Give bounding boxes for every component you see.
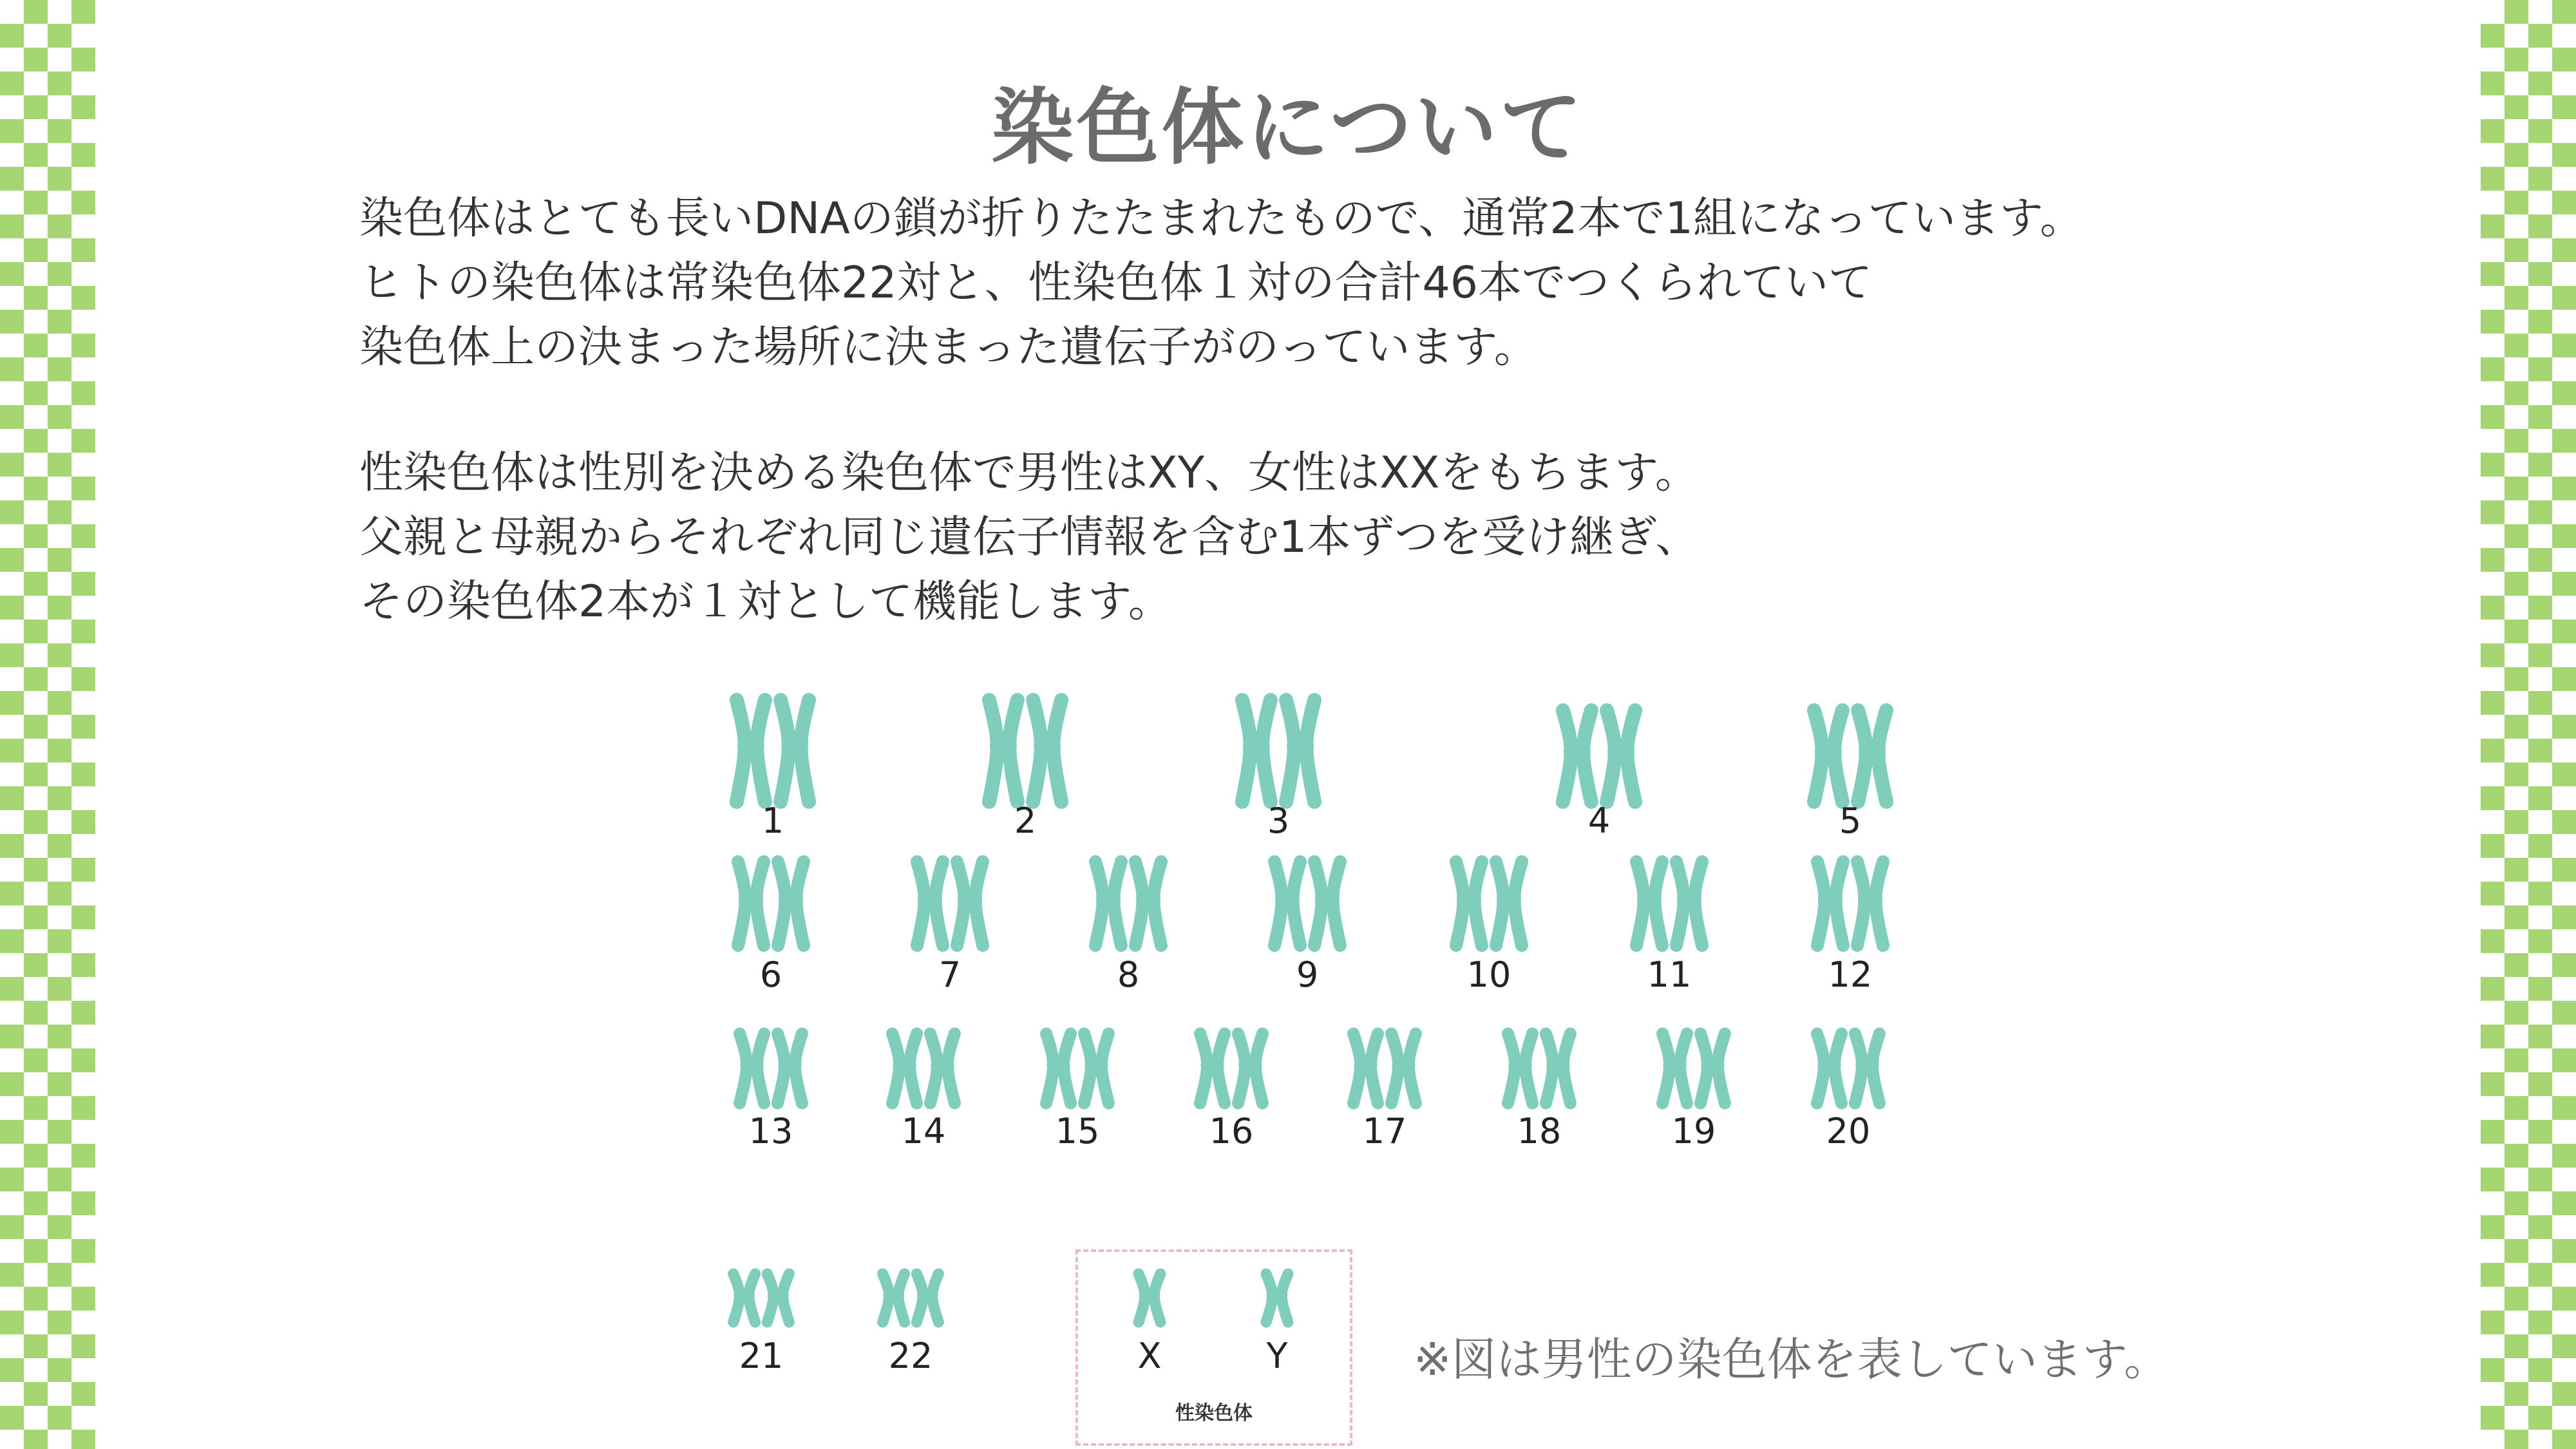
sex-line: その染色体2本が１対として機能します。 [359,576,1172,627]
chromosome-label: 16 [1209,1111,1254,1151]
chromosome-label: 12 [1828,954,1873,995]
chromosome-label: 22 [888,1336,933,1376]
chromosome-label: 18 [1517,1111,1562,1151]
chromosome-pair-5 [1814,710,1886,841]
chromosome-pair-21 [734,1274,790,1376]
chromosome-label: 15 [1055,1111,1100,1151]
chromosome-pair-1 [737,700,809,841]
chromosome-pair-6 [738,862,804,995]
chromosome-label: 3 [1267,800,1290,841]
chromosome-pair-14 [893,1034,955,1151]
chromosome-pair-19 [1663,1034,1725,1151]
chromosome-pair-3 [1242,700,1314,841]
sex-chromosome-paragraph [359,441,2291,634]
chromosome-pair-8 [1095,862,1161,995]
chromosome-pair-4 [1563,710,1635,841]
chromosome-label: 9 [1296,954,1319,995]
chromosome-pair-17 [1354,1034,1416,1151]
chromosome-label: 6 [759,954,782,995]
intro-line: 染色体はとても長いDNAの鎖が折りたたまれたもので、通常2本で1組になっています。 [359,193,2084,244]
chromosome-label: 20 [1826,1111,1871,1151]
chromosome-label: 21 [739,1336,784,1376]
checker-border-left [0,0,95,1449]
sex-chromosome-box [1075,1249,1352,1446]
chromosome-pair-16 [1200,1034,1263,1151]
intro-paragraph [359,187,2291,380]
sex-chromosome-caption: 性染色体 [1175,1402,1253,1425]
chromosome-pair-15 [1046,1034,1109,1151]
chromosome-pair-2 [989,700,1061,841]
sex-line: 父親と母親からそれぞれ同じ遺伝子情報を含む1本ずつを受け継ぎ、 [359,512,1700,563]
intro-line: ヒトの染色体は常染色体22対と、性染色体１対の合計46本でつくられていて [359,258,1873,308]
intro-line: 染色体上の決まった場所に決まった遺伝子がのっています。 [359,322,1538,373]
chromosome-pair-13 [740,1034,802,1151]
page-title: 染色体について [991,80,1585,176]
sex-line: 性染色体は性別を決める染色体で男性はXY、女性はXXをもちます。 [359,448,1699,498]
chromosome-pair-18 [1508,1034,1571,1151]
chromosome-label: 11 [1647,954,1692,995]
chromosome-pair-10 [1456,862,1522,995]
chromosome-label: X [1137,1336,1162,1376]
chromosome-pair-9 [1274,862,1340,995]
chromosome-label: 13 [748,1111,793,1151]
chromosome-pair-12 [1817,862,1883,995]
chromosome-label: 1 [761,800,784,841]
chromosome-label: 17 [1362,1111,1407,1151]
chromosome-label: 4 [1587,800,1611,841]
chromosome-label: 19 [1671,1111,1716,1151]
chromosome-pair-22 [883,1274,939,1376]
chromosome-label: 8 [1117,954,1140,995]
chromosome-label: Y [1266,1336,1288,1376]
chromosome-label: 2 [1014,800,1037,841]
chromosome-label: 5 [1839,800,1862,841]
chromosome-label: 10 [1466,954,1511,995]
chromosome-pair-11 [1636,862,1702,995]
chromosome-label: 14 [901,1111,946,1151]
checker-border-right [2481,0,2576,1449]
figure-note: ※図は男性の染色体を表しています。 [1414,1333,2170,1386]
chromosome-label: 7 [938,954,961,995]
chromosome-pair-20 [1817,1034,1880,1151]
chromosome-pair-7 [917,862,983,995]
